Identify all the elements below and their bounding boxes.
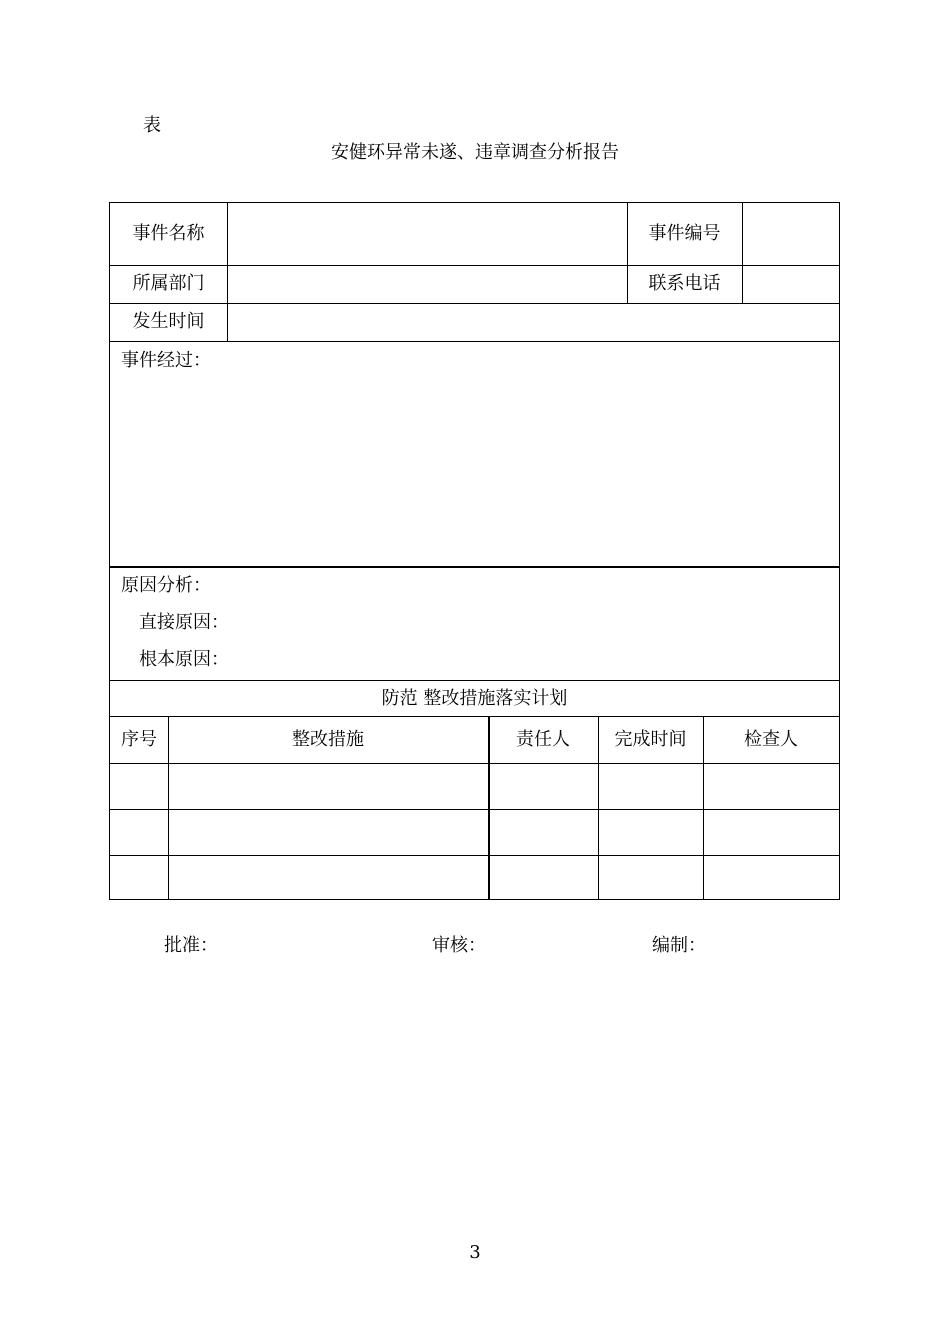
department-label: 所属部门 — [132, 273, 205, 294]
phone-field[interactable] — [747, 273, 835, 295]
event-no-label: 事件编号 — [648, 223, 721, 244]
column-header-inspector: 检查人 — [744, 729, 798, 750]
time-label: 发生时间 — [132, 311, 205, 332]
event-name-label: 事件名称 — [132, 223, 205, 244]
process-label: 事件经过： — [121, 350, 211, 371]
document-title: 安健环异常未遂、违章调查分析报告 — [331, 142, 619, 163]
report-form — [109, 202, 840, 900]
department-field[interactable] — [232, 273, 622, 295]
review-label: 审核： — [432, 935, 486, 956]
cause-label: 原因分析： — [121, 575, 211, 596]
column-header-deadline: 完成时间 — [614, 729, 687, 750]
event-name-field[interactable] — [232, 223, 622, 245]
column-header-no: 序号 — [121, 729, 157, 750]
approve-label: 批准： — [164, 935, 218, 956]
compile-label: 编制： — [652, 935, 706, 956]
direct-cause-label: 直接原因： — [139, 612, 229, 633]
table-tag: 表 — [143, 115, 161, 136]
event-no-field[interactable] — [747, 223, 835, 245]
plan-title: 防范 整改措施落实计划 — [381, 688, 568, 709]
column-header-responsible: 责任人 — [516, 729, 570, 750]
page-number: 3 — [469, 1242, 481, 1263]
phone-label: 联系电话 — [648, 273, 721, 294]
root-cause-label: 根本原因： — [139, 649, 229, 670]
column-header-measure: 整改措施 — [292, 729, 364, 750]
time-field[interactable] — [232, 311, 832, 333]
